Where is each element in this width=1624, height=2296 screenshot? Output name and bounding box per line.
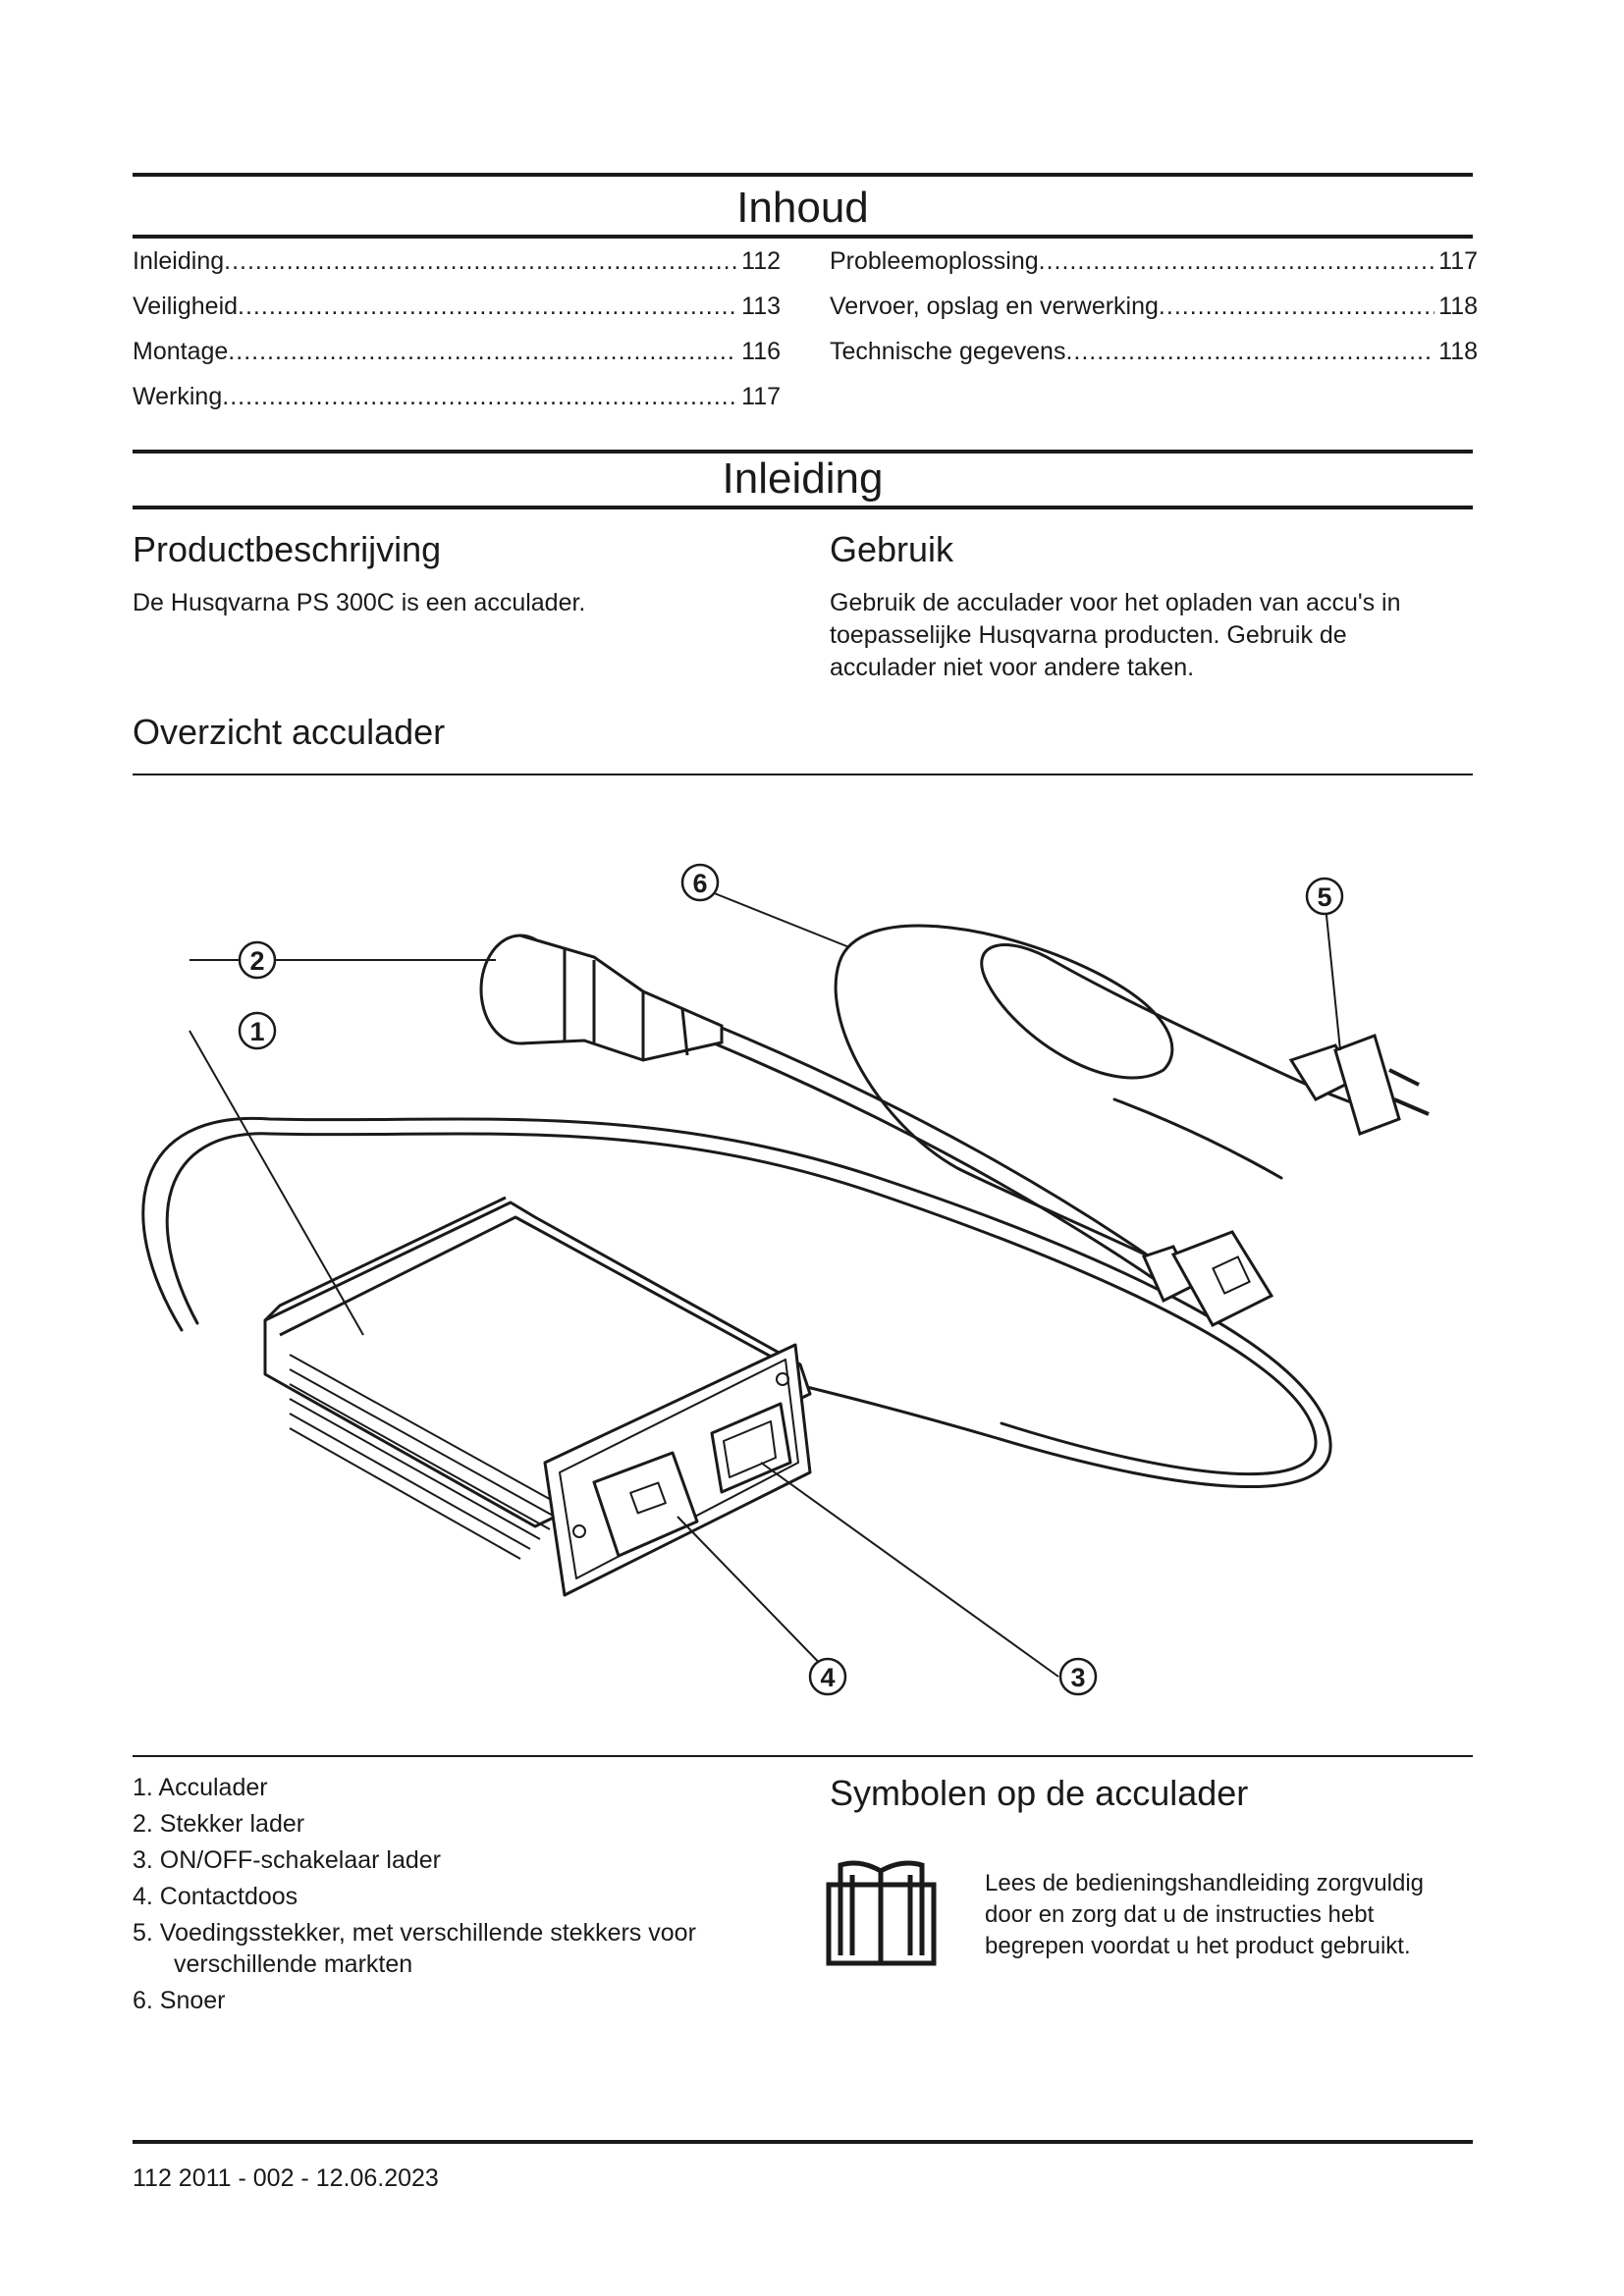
toc-entry[interactable]: Technische gegevens ..... 118 bbox=[830, 338, 1478, 383]
svg-text:5: 5 bbox=[1317, 882, 1332, 912]
legend-item: 2. Stekker lader bbox=[133, 1810, 305, 1838]
charger-body bbox=[265, 1198, 810, 1595]
toc-entry[interactable]: Werking ..... 117 bbox=[133, 383, 781, 428]
svg-text:2: 2 bbox=[249, 946, 265, 976]
toc-entry[interactable]: Vervoer, opslag en verwerking ..... 118 bbox=[830, 293, 1478, 338]
legend-item: 3. ON/OFF-schakelaar lader bbox=[133, 1846, 441, 1874]
svg-text:6: 6 bbox=[692, 869, 708, 898]
legend-item: 4. Contactdoos bbox=[133, 1883, 298, 1910]
svg-text:1: 1 bbox=[249, 1017, 265, 1046]
legend-item: 6. Snoer bbox=[133, 1987, 226, 2014]
open-book-icon bbox=[825, 1857, 938, 1970]
connector-2 bbox=[481, 935, 722, 1060]
svg-text:4: 4 bbox=[820, 1663, 836, 1692]
legend-item: 1. Acculader bbox=[133, 1774, 268, 1801]
toc-right-column bbox=[830, 247, 1478, 383]
toc-entry[interactable]: Montage ..... 116 bbox=[133, 338, 781, 383]
overview-heading: Overzicht acculader bbox=[133, 712, 446, 752]
toc-left-column bbox=[133, 247, 781, 428]
use-heading: Gebruik bbox=[830, 529, 954, 569]
iec-plug bbox=[1144, 1232, 1272, 1325]
toc-title: Inhoud bbox=[736, 184, 869, 232]
use-text: Gebruik de acculader voor het opladen van accu's in toepasselijke Husqvarna producten. Gebruik de acculader niet voor andere taken. bbox=[830, 589, 1401, 681]
legend-item: 5. Voedingsstekker, met verschillende stekkers voor verschillende markten bbox=[133, 1919, 696, 1978]
component-legend bbox=[133, 1772, 761, 2021]
toc-entry[interactable]: Inleiding ..... 112 bbox=[133, 247, 781, 293]
mains-plug-5 bbox=[1291, 1036, 1429, 1134]
callout-6 bbox=[682, 865, 718, 900]
callout-3 bbox=[1060, 1659, 1096, 1694]
footer-rule bbox=[133, 2140, 1473, 2144]
toc-bottom-rule bbox=[133, 235, 1473, 239]
product-description-text: De Husqvarna PS 300C is een acculader. bbox=[133, 589, 586, 616]
legend-rule bbox=[133, 1755, 1473, 1757]
symbols-heading: Symbolen op de acculader bbox=[830, 1773, 1249, 1813]
intro-title: Inleiding bbox=[722, 454, 884, 503]
callout-1 bbox=[240, 1013, 275, 1048]
toc-top-rule bbox=[133, 173, 1473, 177]
footer-page-info: 112 2011 - 002 - 12.06.2023 bbox=[133, 2164, 439, 2192]
toc-entry[interactable]: Probleemoplossing ..... 117 bbox=[830, 247, 1478, 293]
callout-5 bbox=[1307, 879, 1342, 914]
charger-illustration bbox=[133, 785, 1473, 1718]
product-description-heading: Productbeschrijving bbox=[133, 529, 442, 569]
overview-rule bbox=[133, 774, 1473, 775]
svg-text:3: 3 bbox=[1070, 1663, 1086, 1692]
callout-4 bbox=[810, 1659, 845, 1694]
callout-2 bbox=[240, 942, 275, 978]
cable-6 bbox=[717, 1026, 1164, 1266]
toc-entry[interactable]: Veiligheid ..... 113 bbox=[133, 293, 781, 338]
manual-symbol-text: Lees de bedieningshandleiding zorgvuldig door en zorg dat u de instructies hebt begrepen voordat u het product gebruikt. bbox=[985, 1870, 1425, 1959]
intro-bottom-rule bbox=[133, 506, 1473, 509]
